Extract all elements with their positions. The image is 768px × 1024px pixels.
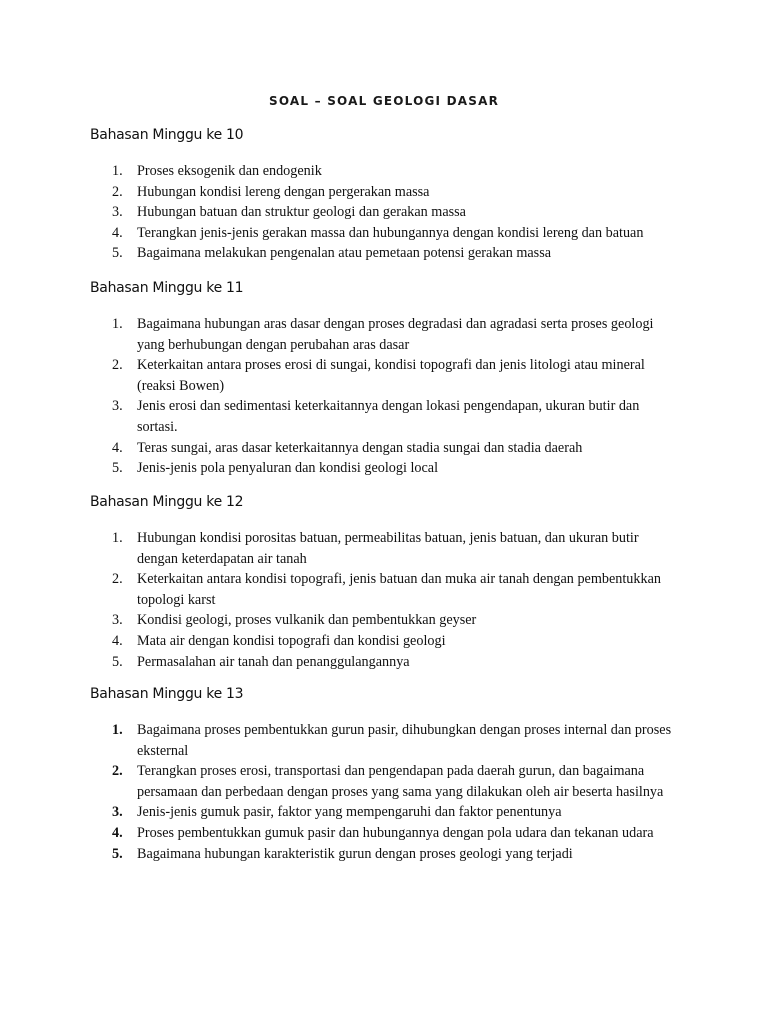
- item-text: Terangkan jenis-jenis gerakan massa dan hubungannya dengan kondisi lereng dan batuan: [137, 224, 644, 241]
- list-item: [0, 823, 768, 844]
- item-text: Hubungan kondisi lereng dengan pergerakan massa: [137, 183, 430, 200]
- item-number: 5.: [112, 845, 123, 862]
- item-text: Mata air dengan kondisi topografi dan kondisi geologi: [137, 632, 446, 649]
- list-item: [0, 720, 768, 761]
- item-text: Terangkan proses erosi, transportasi dan pengendapan pada daerah gurun, dan bagaimana persamaan dan perbedaan dengan proses yang sama yang dilakukan oleh air beserta hasilnya: [137, 763, 664, 800]
- list-item: [0, 802, 768, 823]
- item-number: 5.: [112, 245, 123, 262]
- item-number: 2.: [112, 357, 123, 374]
- section-heading: Bahasan Minggu ke 10: [90, 127, 244, 143]
- list-item: [0, 569, 768, 610]
- item-text: Kondisi geologi, proses vulkanik dan pembentukkan geyser: [137, 612, 477, 629]
- item-number: 2.: [112, 763, 123, 780]
- item-text: Proses eksogenik dan endogenik: [137, 163, 322, 179]
- section-heading: Bahasan Minggu ke 11: [90, 280, 244, 296]
- list-item: [0, 528, 768, 569]
- item-text: Jenis-jenis gumuk pasir, faktor yang mempengaruhi dan faktor penentunya: [137, 804, 562, 821]
- item-text: Bagaimana hubungan aras dasar dengan proses degradasi dan agradasi serta proses geologi yang berhubungan dengan perubahan aras dasar: [137, 316, 654, 353]
- list-item: [0, 652, 768, 673]
- item-text: Permasalahan air tanah dan penanggulangannya: [137, 653, 410, 670]
- question-list: [0, 528, 768, 672]
- item-number: 1.: [112, 722, 123, 738]
- list-item: [0, 610, 768, 631]
- item-number: 3.: [112, 612, 123, 629]
- question-list: [0, 161, 768, 264]
- list-item: [0, 161, 768, 182]
- list-item: [0, 438, 768, 459]
- item-number: 4.: [112, 632, 123, 649]
- item-number: 2.: [112, 571, 123, 588]
- section-heading: Bahasan Minggu ke 12: [90, 494, 244, 510]
- item-text: Bagaimana proses pembentukkan gurun pasir, dihubungkan dengan proses internal dan proses eksternal: [137, 722, 672, 759]
- item-number: 3.: [112, 398, 123, 415]
- list-item: [0, 182, 768, 203]
- list-item: [0, 844, 768, 865]
- list-item: [0, 202, 768, 223]
- item-number: 5.: [112, 653, 123, 670]
- item-number: 2.: [112, 183, 123, 200]
- list-item: [0, 223, 768, 244]
- list-item: [0, 314, 768, 355]
- list-item: [0, 396, 768, 437]
- item-number: 4.: [112, 439, 123, 456]
- list-item: [0, 631, 768, 652]
- question-list: [0, 720, 768, 864]
- item-text: Keterkaitan antara proses erosi di sungai, kondisi topografi dan jenis litologi atau mineral (reaksi Bowen): [137, 357, 645, 394]
- item-number: 1.: [112, 163, 123, 179]
- item-text: Keterkaitan antara kondisi topografi, jenis batuan dan muka air tanah dengan pembentukkan topologi karst: [137, 571, 661, 608]
- item-number: 4.: [112, 224, 123, 241]
- item-text: Bagaimana melakukan pengenalan atau pemetaan potensi gerakan massa: [137, 245, 552, 262]
- item-number: 3.: [112, 204, 123, 221]
- item-number: 1.: [112, 530, 123, 546]
- list-item: [0, 243, 768, 264]
- list-item: [0, 355, 768, 396]
- item-number: 3.: [112, 804, 123, 821]
- item-text: Proses pembentukkan gumuk pasir dan hubungannya dengan pola udara dan tekanan udara: [137, 824, 654, 841]
- item-text: Jenis-jenis pola penyaluran dan kondisi geologi local: [137, 460, 439, 477]
- item-text: Bagaimana hubungan karakteristik gurun dengan proses geologi yang terjadi: [137, 845, 573, 862]
- list-item: [0, 761, 768, 802]
- item-number: 5.: [112, 460, 123, 477]
- item-text: Hubungan kondisi porositas batuan, permeabilitas batuan, jenis batuan, dan ukuran butir dengan keterdapatan air tanah: [137, 530, 639, 567]
- list-item: [0, 458, 768, 479]
- section-heading: Bahasan Minggu ke 13: [90, 686, 244, 702]
- item-text: Hubungan batuan dan struktur geologi dan gerakan massa: [137, 204, 466, 221]
- item-number: 4.: [112, 824, 123, 841]
- item-text: Teras sungai, aras dasar keterkaitannya dengan stadia sungai dan stadia daerah: [137, 439, 583, 456]
- document-title: SOAL – SOAL GEOLOGI DASAR: [268, 94, 500, 108]
- item-text: Jenis erosi dan sedimentasi keterkaitannya dengan lokasi pengendapan, ukuran butir dan sortasi.: [137, 398, 640, 435]
- item-number: 1.: [112, 316, 123, 332]
- question-list: [0, 314, 768, 479]
